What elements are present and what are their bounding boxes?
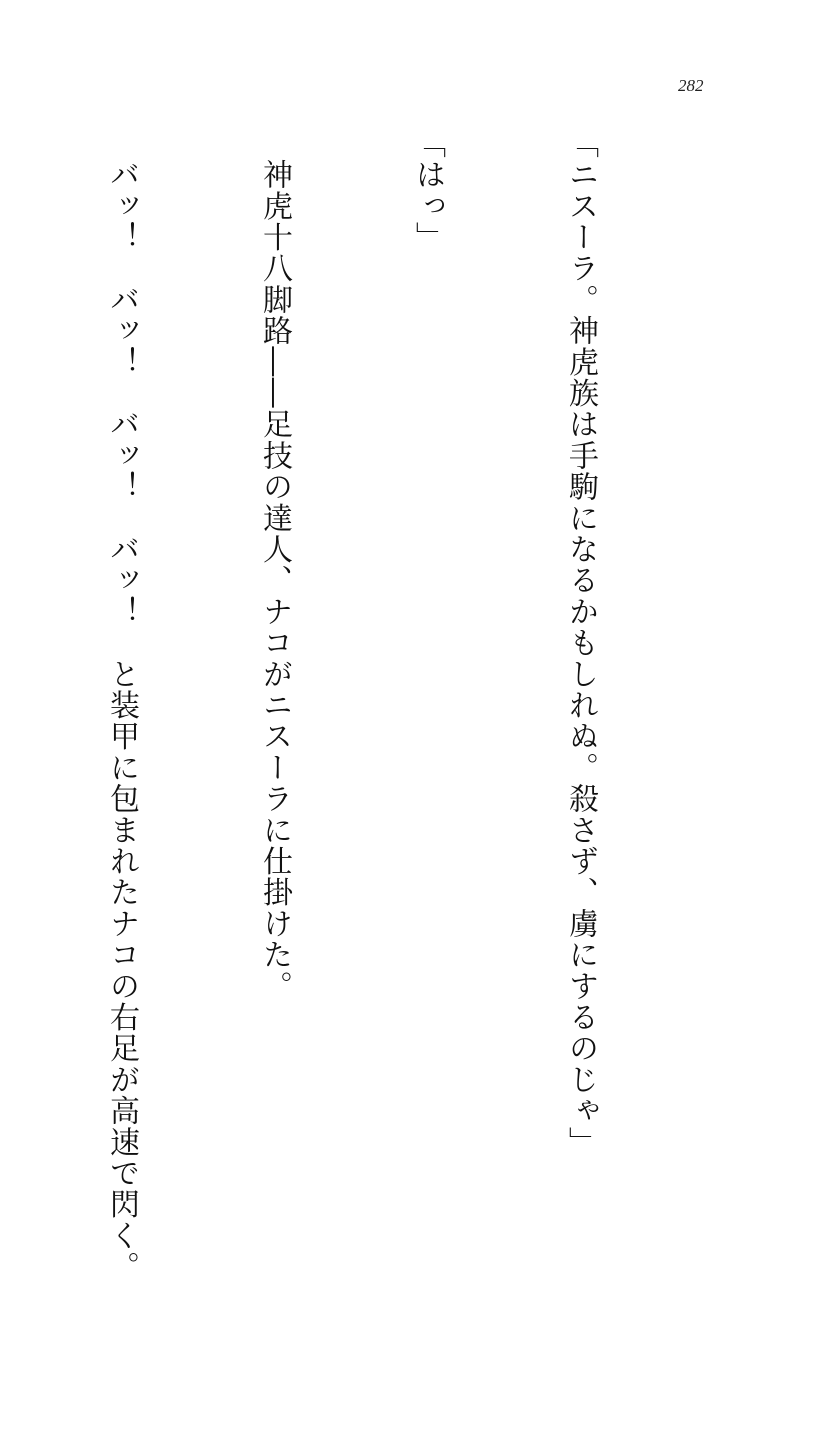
text-line: 神虎十八脚路――足技の達人、ナコがニスーラに仕掛けた。 [257,128,292,1002]
vertical-text-body [68,128,708,1283]
text-line: バッ！ バッ！ バッ！ バッ！ と装甲に包まれたナコの右足が高速で閃く。 [104,128,139,1283]
text-line: 「ニスーラ。神虎族は手駒になるかもしれぬ。殺さず、虜にするのじゃ」 [563,128,598,1158]
text-line: 「はっ」 [410,128,445,253]
page-number: 282 [678,76,704,95]
